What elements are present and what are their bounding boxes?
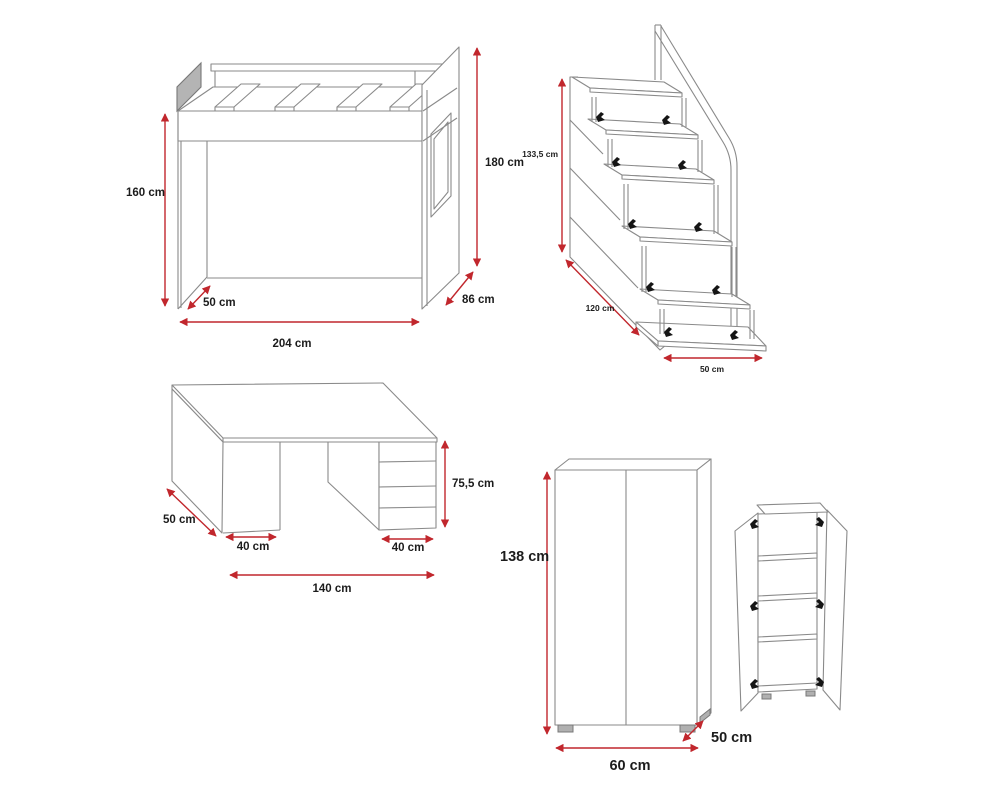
desk-drawer-unit [379,442,436,530]
bed-depth-side-label: 86 cm [462,294,495,306]
bed-platform-front [178,111,422,141]
desk-drawer-unit-side [328,442,379,530]
desk-right-width-label: 40 cm [391,542,425,554]
stairs-run-label: 120 cm [585,303,615,313]
desk-height-label: 75,5 cm [452,478,495,490]
stairs-drawing [522,25,766,374]
stairs-height-label: 133,5 cm [522,149,558,159]
open-cabinet-drawing [735,503,847,711]
bed-right-panel [422,47,459,309]
wardrobe-right-side [697,459,711,725]
bed-width-label: 204 cm [272,338,312,350]
stairs-run-arrow [566,260,639,335]
bed-depth-front-label: 50 cm [203,297,236,309]
bed-height-right-label: 180 cm [485,157,525,169]
wardrobe-width-label: 60 cm [609,758,651,774]
wardrobe-height-label: 138 cm [500,549,550,565]
desk-left-cabinet [223,442,280,533]
stairs-width-label: 50 cm [699,364,725,374]
wardrobe-top [555,459,711,470]
wardrobe-depth-label: 50 cm [711,730,753,746]
cabinet-right-door [823,510,847,710]
desk-drawing [163,383,494,595]
desk-width-label: 140 cm [312,583,352,595]
loft-bed-drawing [126,47,524,350]
desk-depth-label: 50 cm [163,514,196,526]
stairs-side-panel [570,77,666,350]
desk-top-edge [223,438,437,442]
desk-left-width-label: 40 cm [236,541,270,553]
wardrobe-drawing [500,459,752,774]
cabinet-feet [762,691,815,699]
cabinet-body [758,512,817,692]
bed-height-left-label: 160 cm [126,187,166,199]
cabinet-top [757,503,828,514]
